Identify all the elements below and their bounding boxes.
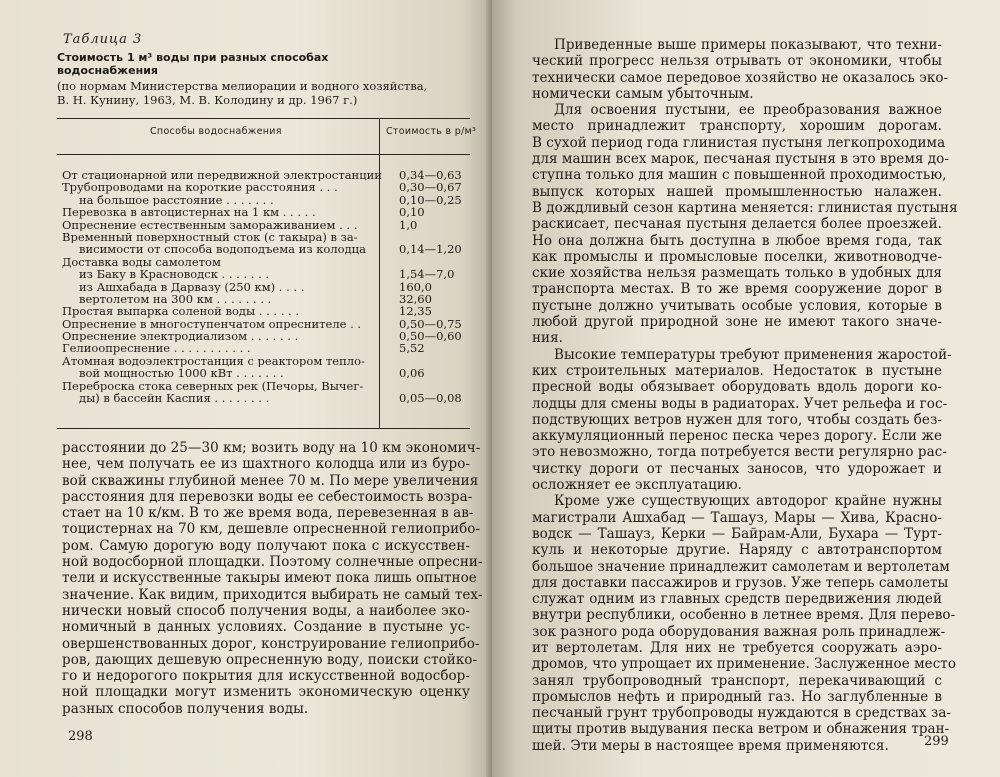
text-line: лодцы для смены воды в радиаторах. Учет рельефа и гос-	[532, 395, 948, 412]
text-line: тоцистернах на 70 км, дешевле опресненной гелиоприбо-	[62, 521, 481, 538]
text-line: подствующих ветров нужен для того, чтобы создать без-	[532, 411, 942, 428]
table-top-rule	[57, 118, 470, 119]
text-line: промыслов нефть и природный газ. Но заглубленные в	[532, 688, 942, 705]
row-method: Опреснение естественным замораживанием . . .	[62, 218, 358, 231]
text-line: любой другой природной зоне не имеют такого значе-	[532, 314, 942, 331]
row-cost: 1,54—7,0	[399, 267, 455, 282]
table-bottom-rule	[57, 428, 470, 429]
text-line: расстояния для перевозки воды ее себестоимость возра-	[62, 488, 473, 505]
text-line: водск — Ташауз, Керки — Байрам-Али, Бухара — Турт-	[532, 525, 942, 542]
text-line: транспорта местах. В то же время сооружение дорог в	[532, 281, 942, 298]
row-method: От стационарной или передвижной электростанции	[62, 169, 382, 182]
row-method: ды) в бассейн Каспия . . . . . . . .	[79, 392, 270, 405]
text-line: ские хозяйства нельзя размещать только в удобных для	[532, 265, 942, 282]
text-line: ной площадки могут изменить экономическую оценку	[62, 684, 470, 701]
row-cost: 0,30—0,67	[399, 180, 462, 195]
text-line: как промыслы и промысловые поселки, животноводче-	[532, 248, 942, 265]
text-line: щиты против выдувания песка ветром и обнажения тран-	[532, 721, 950, 738]
text-line: для доставки пассажиров и грузов. Уже теперь самолеты	[532, 574, 949, 591]
text-line: ров, дающих дешевую опресненную воду, поиски стойко-	[62, 651, 478, 668]
text-line: Для освоения пустыни, ее преобразования важное	[554, 102, 942, 119]
text-line: В дождливый сезон картина меняется: глинистая пустыня	[532, 199, 958, 216]
table-title	[57, 51, 457, 77]
left-page	[0, 0, 492, 777]
row-cost: 0,50—0,60	[399, 329, 462, 344]
table-note-line: В. Н. Кунину, 1963, М. В. Колодину и др. 1967 г.)	[57, 93, 358, 107]
text-line: ступна только для машин с повышенной проходимостью,	[532, 167, 947, 184]
text-line: куль и некоторые другие. Наряду с автотранспортом	[532, 542, 942, 559]
text-line: Приведенные выше примеры показывают, что техни-	[554, 37, 942, 53]
text-line: овершенствованных дорог, конструирование гелиоприбо-	[62, 635, 480, 652]
text-line: тели и искусственные такыры имеют пока лишь опытное	[62, 570, 477, 587]
text-line: большое значение принадлежит самолетам и вертолетам	[532, 558, 950, 575]
table-row	[62, 219, 470, 231]
row-method: Простая выпарка соленой воды . . . . . .	[62, 305, 299, 318]
text-line: номически самым убыточным.	[532, 85, 754, 102]
text-line: технически самое передовое хозяйство не оказалось эко-	[532, 69, 949, 86]
column-header-cost: Стоимость в р/м³	[386, 126, 477, 137]
text-line: нее, чем получать ее из шахтного колодца или из буро-	[62, 456, 470, 473]
row-cost: 32,60	[399, 291, 432, 306]
text-line: ром. Самую дорогую воду получают пока с искусствен-	[62, 537, 470, 554]
column-header-method: Способы водоснабжения	[150, 126, 282, 137]
text-line: дромов, что упрощает их применение. Заслуженное место	[532, 656, 956, 673]
table-header	[57, 32, 457, 107]
page-number-left: 298	[68, 729, 93, 744]
text-line: раскисает, песчаная пустыня делается более проезжей.	[532, 216, 942, 233]
row-method: Гелиоопреснение . . . . . . . . . . .	[62, 342, 251, 355]
text-line: магистрали Ашхабад — Ташауз, Мары — Хива, Красно-	[532, 509, 942, 526]
table-label: Таблица 3	[63, 32, 143, 47]
row-cost: 1,0	[399, 217, 418, 232]
text-line: ит вертолетам. Для них не требуется сооружать аэро-	[532, 639, 942, 656]
right-body-text	[532, 37, 958, 754]
row-method: вертолетом на 300 км . . . . . . . .	[79, 292, 272, 306]
text-line: Но она должна быть доступна в любое время года, так	[532, 232, 942, 249]
row-method: Переброска стока северных рек (Печоры, Вычег-	[62, 379, 364, 393]
text-line: В сухой период года глинистая пустыня легкопроходима	[532, 134, 946, 151]
text-line: служат одним из главных средств передвижения людей	[532, 591, 942, 608]
text-line: для машин всех марок, песчаная пустыня в это время до-	[532, 151, 949, 168]
table-row	[62, 268, 470, 280]
text-line: аккумуляционный перенос песка через дорогу. Если же	[532, 428, 942, 445]
text-line: Кроме уже существующих автодорог крайне нужны	[554, 493, 942, 510]
table-row	[62, 392, 470, 404]
page-number-right: 299	[924, 734, 949, 749]
table-row	[62, 367, 470, 379]
row-cost: 0,10	[399, 205, 425, 220]
row-method: висимости от способа водоподъема из колодца	[79, 243, 366, 256]
text-line: Высокие температуры требуют применения жаростой-	[554, 346, 952, 363]
table-row	[62, 243, 470, 255]
row-cost: 0,34—0,63	[399, 168, 462, 182]
text-line: ния.	[532, 330, 564, 347]
row-method: Опреснение электродиализом . . . . . . .	[62, 330, 299, 343]
row-method: вой мощностью 1000 кВт . . . . . . .	[79, 367, 284, 380]
text-line: го и недорогого покрытия для искусственной водосбор-	[62, 668, 470, 685]
text-line: вой скважины глубиной менее 70 м. По мере увеличения	[62, 472, 479, 489]
row-cost: 12,35	[399, 304, 432, 319]
row-cost: 0,05—0,08	[399, 391, 462, 406]
text-line: песчаный грунт трубопроводы нуждаются в средствах за-	[532, 705, 952, 722]
row-method: Перевозка в автоцистернах на 1 км . . . . .	[62, 206, 316, 219]
text-line: пресной воды обязывает оборудовать вдоль дороги ко-	[532, 379, 942, 396]
row-method: из Баку в Красноводск . . . . . . .	[79, 268, 270, 281]
row-cost: 5,52	[399, 341, 425, 356]
table-row	[62, 181, 470, 193]
text-line: пустыне должно учитывать особые условия, которые в	[532, 297, 942, 314]
table-row	[62, 206, 470, 218]
text-line: ких строительных материалов. Недостаток в пустыне	[532, 362, 942, 379]
text-line: внутри республики, особенно в летнее время. Для перево-	[532, 607, 956, 624]
row-method: на большое расстояние . . . . . . .	[79, 193, 274, 207]
text-line: нически новый способ получения воды, а наиболее эко-	[62, 602, 470, 619]
text-line: зок разного рода оборудования важная роль принадлеж-	[532, 623, 946, 640]
row-cost: 0,14—1,20	[399, 242, 462, 257]
row-method: Трубопроводами на короткие расстояния . . .	[62, 181, 338, 194]
text-line: чистку дороги от песчаных заносов, что удорожает и	[532, 460, 942, 477]
table-header-rule	[57, 154, 470, 155]
row-method: Опреснение в многоступенчатом опреснителе . .	[62, 317, 362, 331]
text-line: осложняет ее эксплуатацию.	[532, 477, 743, 494]
table-row	[62, 305, 470, 317]
row-cost: 0,50—0,75	[399, 316, 462, 331]
text-line: выпуск которых нашей промышленностью налажен.	[532, 183, 942, 200]
text-line: значение. Как видим, приходится выбирать не самый тех-	[62, 586, 483, 603]
text-line: номичный в данных условиях. Создание в пустыне ус-	[62, 619, 470, 636]
row-method: Атомная водоэлектростанция с реактором тепло-	[62, 354, 365, 368]
table-source-note	[57, 79, 457, 107]
text-line: разных способов получения воды.	[62, 700, 309, 717]
row-method: Временный поверхностный сток (с такыра) в за-	[62, 230, 358, 244]
text-line: это невозможно, тогда потребуется вести регулярно рас-	[532, 444, 947, 461]
row-cost: 0,06	[399, 366, 425, 381]
table-title-line: Стоимость 1 м³ воды при разных способах	[57, 51, 329, 64]
table-note-line: (по нормам Министерства мелиорации и водного хозяйства,	[57, 79, 428, 93]
text-line: ческий прогресс нельзя отрывать от экономики, чтобы	[532, 53, 942, 70]
table-title-line: водоснабжения	[57, 64, 158, 77]
table-body	[62, 169, 470, 404]
row-method: Доставка воды самолетом	[62, 255, 221, 269]
text-line: шей. Эти меры в настоящее время применяются.	[532, 737, 889, 754]
left-body-text	[62, 440, 483, 717]
text-line: ной водосборной площадки. Поэтому солнечные опресни-	[62, 554, 483, 571]
row-method: из Ашхабада в Дарвазу (250 км) . . . .	[79, 280, 305, 293]
text-line: стает на 10 к/км. В то же время вода, перевезенная в ав-	[62, 505, 474, 522]
table-row	[62, 342, 470, 354]
row-cost: 0,10—0,25	[399, 192, 462, 207]
text-line: место принадлежит транспорту, хорошим дорогам.	[532, 118, 942, 135]
text-line: занял трубопроводный транспорт, перекачивающий с	[532, 672, 942, 689]
row-cost: 160,0	[399, 279, 432, 294]
text-line: расстоянии до 25—30 км; возить воду на 10 км экономич-	[62, 440, 481, 456]
